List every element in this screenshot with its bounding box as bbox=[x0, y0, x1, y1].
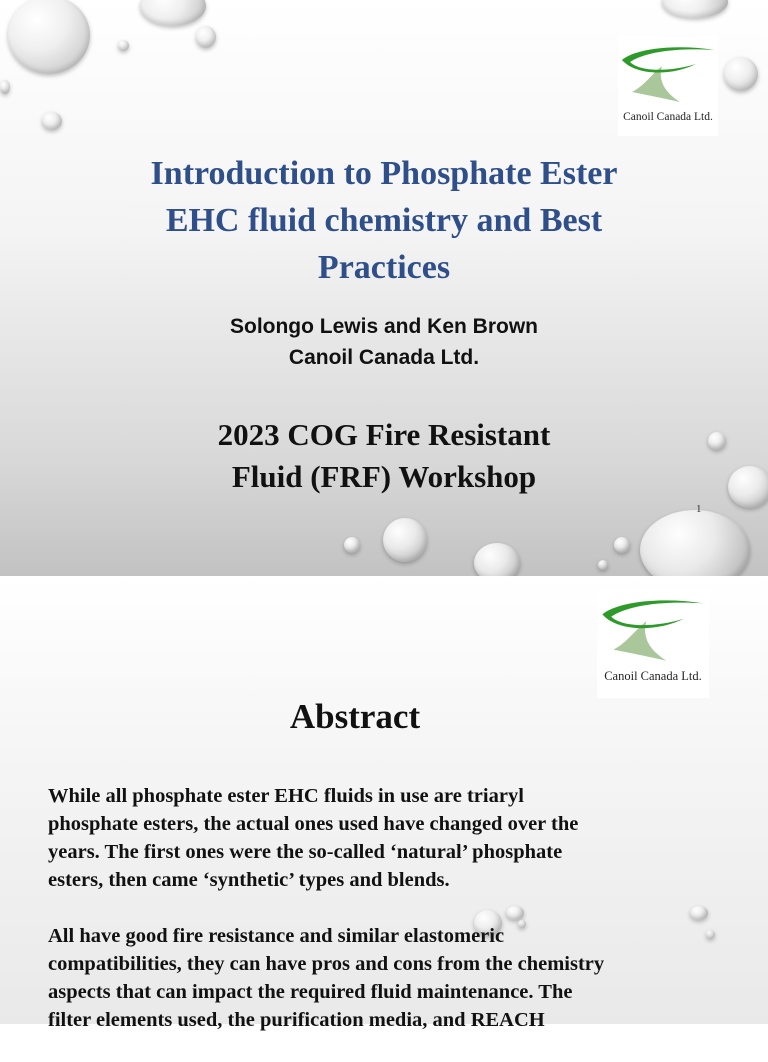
water-droplet bbox=[640, 510, 750, 576]
abstract-heading: Abstract bbox=[289, 697, 421, 736]
logo-company-name: Canoil Canada Ltd. bbox=[604, 669, 702, 683]
paragraph-line: aspects that can impact the required fluid maintenance. The bbox=[48, 981, 573, 1003]
paragraph-line: esters, then came ‘synthetic’ types and blends. bbox=[48, 869, 450, 891]
paragraph-line: All have good fire resistance and similar elastomeric bbox=[48, 925, 505, 947]
water-droplet bbox=[0, 80, 10, 94]
paragraph-line: filter elements used, the purification media, and REACH bbox=[48, 1009, 545, 1031]
abstract-paragraph bbox=[48, 922, 718, 1034]
authors-block bbox=[80, 311, 688, 373]
title-line: Introduction to Phosphate Ester bbox=[150, 155, 618, 192]
author-affiliation: Canoil Canada Ltd. bbox=[288, 346, 480, 369]
title-line: Practices bbox=[317, 249, 451, 286]
water-droplet bbox=[140, 0, 206, 26]
workshop-line: 2023 COG Fire Resistant bbox=[217, 417, 551, 452]
abstract-paragraph bbox=[48, 782, 718, 894]
water-droplet bbox=[662, 0, 728, 18]
paragraph-line: phosphate esters, the actual ones used have changed over the bbox=[48, 813, 579, 835]
workshop-line: Fluid (FRF) Workshop bbox=[231, 459, 537, 494]
water-droplet bbox=[708, 432, 726, 450]
water-droplet bbox=[598, 560, 608, 570]
presentation-title bbox=[60, 150, 708, 291]
paragraph-line: While all phosphate ester EHC fluids in use are triaryl bbox=[48, 785, 524, 807]
paragraph-line: years. The first ones were the so-called ‘natural’ phosphate bbox=[48, 841, 563, 863]
water-droplet bbox=[383, 518, 427, 562]
water-droplet bbox=[8, 0, 90, 74]
author-names: Solongo Lewis and Ken Brown bbox=[229, 315, 538, 338]
title-line: EHC fluid chemistry and Best bbox=[165, 202, 603, 239]
logo-company-name: Canoil Canada Ltd. bbox=[623, 111, 713, 123]
workshop-name bbox=[80, 414, 688, 498]
water-droplet bbox=[118, 40, 129, 51]
water-droplet bbox=[344, 537, 360, 553]
page-number: 1 bbox=[696, 503, 702, 515]
paragraph-line: compatibilities, they can have pros and cons from the chemistry bbox=[48, 953, 605, 975]
abstract-body bbox=[48, 782, 718, 1062]
water-droplet bbox=[728, 466, 768, 508]
water-droplet bbox=[474, 543, 520, 576]
company-logo bbox=[597, 588, 709, 698]
water-droplet bbox=[42, 112, 62, 130]
company-logo bbox=[618, 36, 718, 136]
water-droplet bbox=[724, 57, 758, 91]
water-droplet bbox=[614, 537, 630, 553]
water-droplet bbox=[196, 26, 216, 48]
